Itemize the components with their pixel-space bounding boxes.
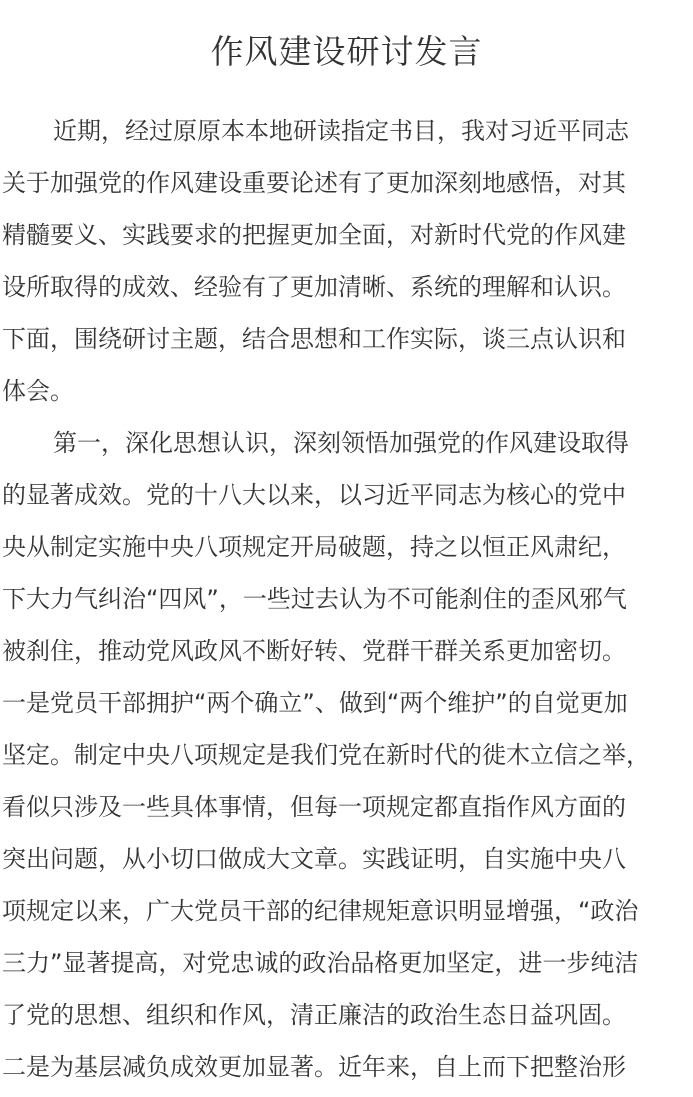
paragraph-line: 关于加强党的作风建设重要论述有了更加深刻地感悟，对其 — [2, 169, 626, 197]
paragraph-line: 坚定。制定中央八项规定是我们党在新时代的徙木立信之举， — [2, 741, 650, 769]
paragraph-line: 一是党员干部拥护“两个确立”、做到“两个维护”的自觉更加 — [2, 689, 628, 717]
paragraph-line: 精髓要义、实践要求的把握更加全面，对新时代党的作风建 — [2, 221, 626, 249]
paragraph-line: 项规定以来，广大党员干部的纪律规矩意识明显增强，“政治 — [2, 897, 639, 925]
paragraph-line: 被刹住，推动党风政风不断好转、党群干群关系更加密切。 — [2, 637, 626, 665]
paragraph-line: 看似只涉及一些具体事情，但每一项规定都直指作风方面的 — [2, 793, 626, 821]
paragraph-line: 设所取得的成效、经验有了更加清晰、系统的理解和认识。 — [2, 273, 626, 301]
paragraph-line: 近期，经过原原本本地研读指定书目，我对习近平同志 — [53, 117, 629, 145]
paragraph-line: 的显著成效。党的十八大以来，以习近平同志为核心的党中 — [2, 481, 626, 509]
paragraph-line: 下大力气纠治“四风”，一些过去认为不可能刹住的歪风邪气 — [2, 585, 627, 613]
paragraph-line: 了党的思想、组织和作风，清正廉洁的政治生态日益巩固。 — [2, 1001, 626, 1029]
paragraph-line: 二是为基层减负成效更加显著。近年来，自上而下把整治形 — [2, 1053, 626, 1081]
paragraph-line: 突出问题，从小切口做成大文章。实践证明，自实施中央八 — [2, 845, 626, 873]
paragraph-line: 第一，深化思想认识，深刻领悟加强党的作风建设取得 — [53, 429, 629, 457]
paragraph-line: 央从制定实施中央八项规定开局破题，持之以恒正风肃纪， — [2, 533, 626, 561]
document-body — [2, 105, 693, 1093]
paragraph-line: 体会。 — [2, 377, 74, 405]
paragraph-line: 三力”显著提高，对党忠诚的政治品格更加坚定，进一步纯洁 — [2, 949, 639, 977]
page-title: 作风建设研讨发言 — [210, 32, 483, 71]
paragraph-line: 下面，围绕研讨主题，结合思想和工作实际，谈三点认识和 — [2, 325, 626, 353]
